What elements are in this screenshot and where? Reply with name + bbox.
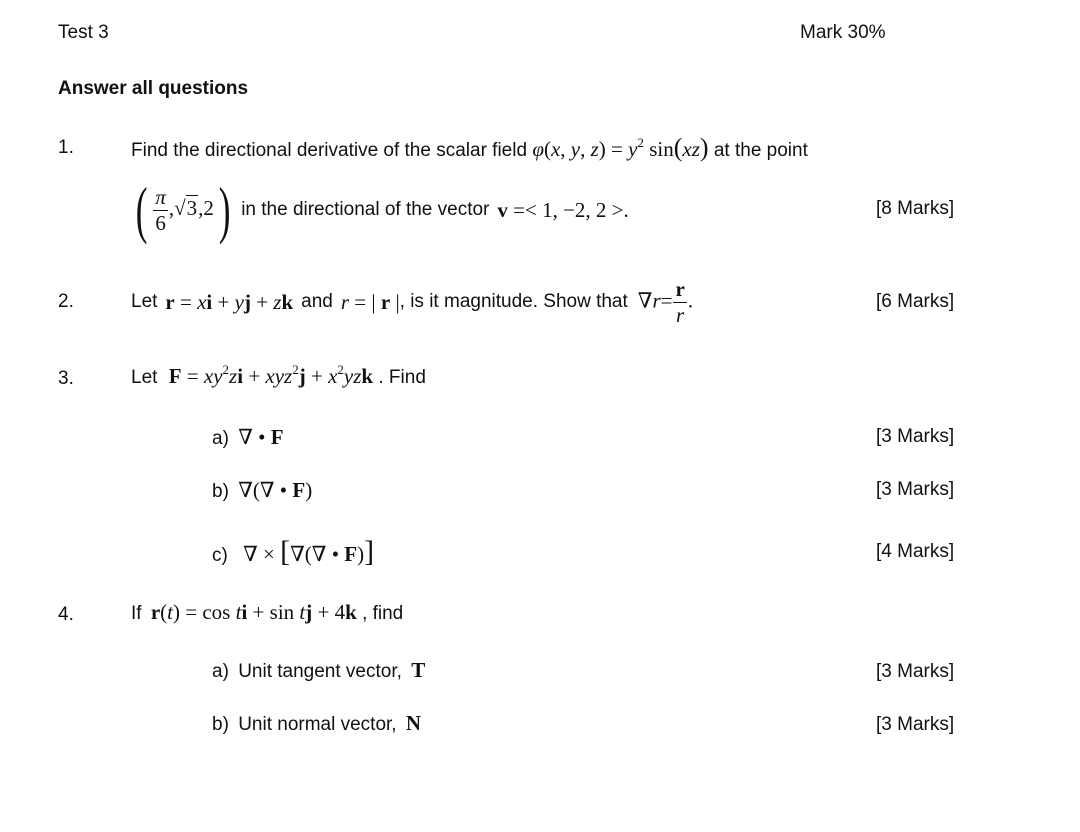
q2-r-def: r = xi + yj + zk bbox=[165, 289, 294, 314]
q1-text-c: in the directional of the vector bbox=[241, 199, 490, 220]
q1-text-b: at the point bbox=[713, 140, 808, 161]
q3-find: . Find bbox=[378, 367, 426, 388]
q1-scalar-field: φ(x, y, $z) = y^2$ sin(xz) bbox=[532, 133, 709, 162]
q4-if: If bbox=[131, 603, 142, 624]
q3-let: Let bbox=[131, 367, 158, 388]
q4-curve: r(t) = cos ti + sin tj + 4k bbox=[150, 600, 357, 624]
q3-part-c-expr: ∇ × [∇(∇ • F)] bbox=[243, 535, 375, 568]
q3-part-b-marks: [3 Marks] bbox=[876, 479, 955, 500]
q4-part-b-marks: [3 Marks] bbox=[876, 714, 955, 735]
q3-part-a bbox=[212, 425, 284, 450]
q1-line2 bbox=[131, 174, 629, 245]
q3-number: 3. bbox=[58, 368, 74, 389]
instruction: Answer all questions bbox=[58, 78, 249, 99]
q3-part-c bbox=[212, 535, 374, 569]
q4-part-a-symbol: T bbox=[411, 658, 426, 682]
q1-text-a: Find the directional derivative of the scalar field bbox=[131, 140, 528, 161]
q2-magnitude: r = | r | bbox=[340, 289, 400, 314]
q3-part-a-marks: [3 Marks] bbox=[876, 426, 955, 447]
q3-part-b-expr: ∇(∇ • F) bbox=[238, 478, 313, 502]
q1-point: ( $\frac{\pi}{6}$ ,√3,2) bbox=[135, 174, 231, 245]
q4-find: , find bbox=[362, 603, 404, 624]
q1-vector: v =< 1, −2, 2 >. bbox=[497, 197, 629, 222]
q3-part-b bbox=[212, 478, 312, 503]
q2-text: , is it magnitude. Show that bbox=[399, 291, 628, 312]
q2-line bbox=[131, 272, 693, 332]
q4-part-b-text: Unit normal vector, bbox=[238, 714, 397, 735]
q3-field: $F = xy^2zi + xyz^2j + x^2yzk$ bbox=[168, 362, 374, 388]
q4-part-b-label: b) bbox=[212, 714, 229, 735]
q4-part-a bbox=[212, 658, 425, 683]
q1-number: 1. bbox=[58, 137, 74, 158]
q2-gradient: ∇r= $\frac{r}{r}$ . bbox=[637, 276, 694, 327]
q4-part-a-label: a) bbox=[212, 661, 229, 682]
q3-part-a-expr: ∇ • F bbox=[238, 425, 284, 449]
q3-part-c-marks: [4 Marks] bbox=[876, 541, 955, 562]
q3-line bbox=[131, 364, 426, 389]
q2-let: Let bbox=[131, 291, 158, 312]
q4-line bbox=[131, 600, 403, 625]
q3-part-c-label: c) bbox=[212, 545, 228, 566]
q4-part-a-text: Unit tangent vector, bbox=[238, 661, 402, 682]
test-title: Test 3 bbox=[58, 22, 109, 43]
q4-part-b bbox=[212, 711, 421, 736]
q1-marks: [8 Marks] bbox=[876, 198, 955, 219]
q2-and: and bbox=[301, 291, 333, 312]
total-mark: Mark 30% bbox=[800, 22, 886, 43]
q4-part-a-marks: [3 Marks] bbox=[876, 661, 955, 682]
q2-marks: [6 Marks] bbox=[876, 291, 955, 312]
q3-part-b-label: b) bbox=[212, 481, 229, 502]
q4-number: 4. bbox=[58, 604, 74, 625]
q3-part-a-label: a) bbox=[212, 428, 229, 449]
q2-number: 2. bbox=[58, 291, 74, 312]
q1-line1 bbox=[131, 133, 808, 163]
q4-part-b-symbol: N bbox=[405, 711, 422, 735]
